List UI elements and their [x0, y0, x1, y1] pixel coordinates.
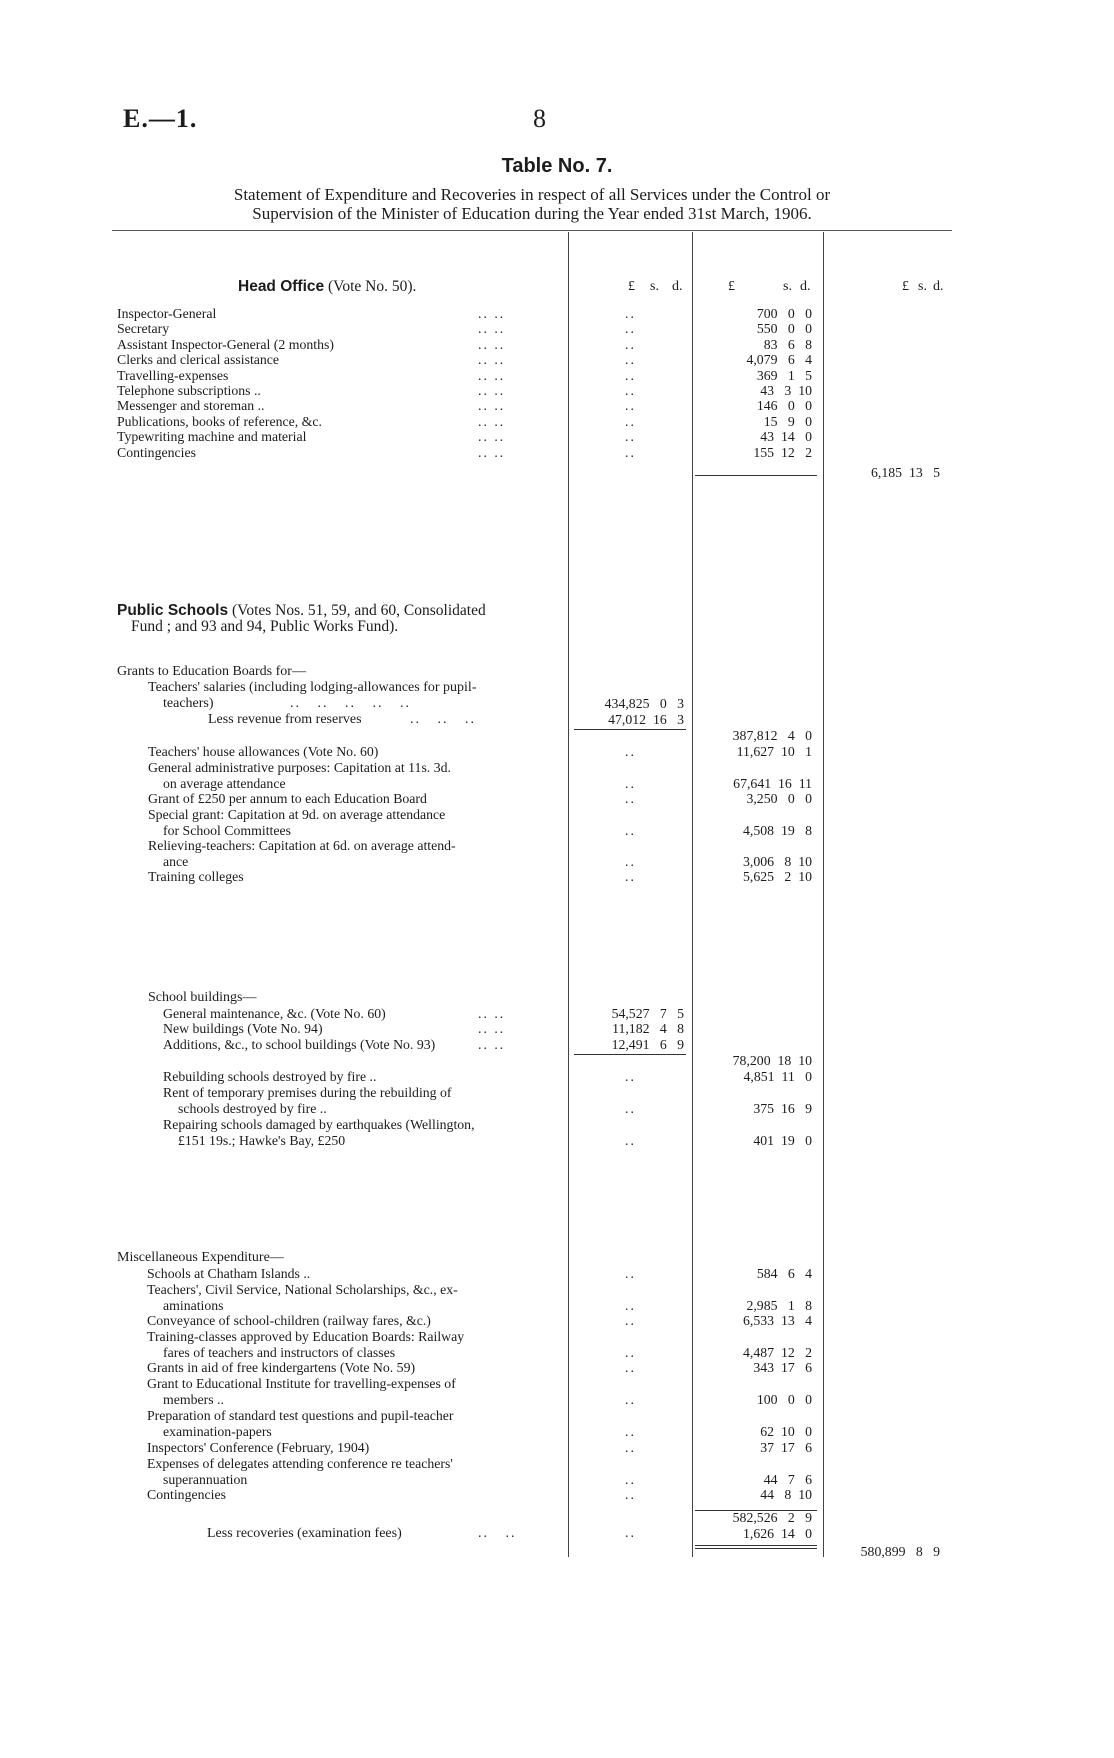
col1-dots: ..	[625, 368, 636, 383]
col1-dots: ..	[625, 1487, 636, 1502]
building-other-label-cont: schools destroyed by fire ..	[178, 1101, 327, 1116]
col1-dots: ..	[625, 1392, 636, 1407]
less-recoveries-label: Less recoveries (examination fees)	[207, 1526, 402, 1541]
building-other-label-cont: £151 19s.; Hawke's Bay, £250	[178, 1133, 346, 1148]
col1-dots: ..	[625, 1069, 636, 1084]
col3-pence: d.	[933, 279, 944, 294]
misc-row-amount: 584 6 4	[756, 1266, 812, 1281]
building-row-amount: 54,527 7 5	[611, 1006, 684, 1021]
col2-pound: £	[728, 279, 735, 294]
head-office-row-label: Contingencies	[117, 445, 196, 460]
salaries-dots: .. .. .. .. ..	[290, 696, 411, 711]
less-reserves-amount: 47,012 16 3	[608, 712, 684, 727]
col1-dots: ..	[625, 1440, 636, 1455]
col1-dots: ..	[625, 429, 636, 444]
less-reserves-label: Less revenue from reserves	[208, 712, 362, 727]
col1-dots: ..	[625, 869, 636, 884]
head-office-row-dots: .. ..	[478, 352, 506, 367]
grant-row-label: Teachers' house allowances (Vote No. 60)	[148, 744, 379, 759]
col2-shillings: s.	[783, 279, 792, 294]
misc-row-label: Conveyance of school-children (railway fares, &c.)	[147, 1313, 431, 1328]
head-office-row-dots: .. ..	[478, 429, 506, 444]
head-office-row-dots: .. ..	[478, 398, 506, 413]
statement-line-1: Statement of Expenditure and Recoveries in respect of all Services under the Control or	[233, 185, 831, 204]
head-office-row-label: Assistant Inspector-General (2 months)	[117, 337, 334, 352]
column-rule-1	[568, 232, 569, 1557]
head-office-row-amount: 83 6 8	[763, 337, 812, 352]
building-row-amount: 11,182 4 8	[612, 1021, 684, 1036]
col1-dots: ..	[625, 791, 636, 806]
grant-row-amount: 3,250 0 0	[746, 791, 812, 806]
misc-row-label: Grants in aid of free kindergartens (Vote No. 59)	[147, 1360, 416, 1375]
salaries-line-2: teachers)	[163, 696, 214, 711]
building-other-amount: 401 19 0	[753, 1133, 812, 1148]
col1-dots: ..	[625, 1472, 636, 1487]
misc-row-label: Contingencies	[147, 1487, 226, 1502]
public-schools-votes-1: (Votes Nos. 51, 59, and 60, Consolidated	[231, 602, 486, 619]
misc-row-amount: 100 0 0	[756, 1392, 812, 1407]
column-rule-3	[823, 232, 824, 1557]
grant-row-amount: 11,627 10 1	[736, 744, 812, 759]
building-other-label: Repairing schools damaged by earthquakes (Wellington,	[163, 1117, 475, 1132]
col1-dots: ..	[625, 398, 636, 413]
misc-row-label: Training-classes approved by Education Boards: Railway	[147, 1329, 465, 1344]
col1-dots: ..	[625, 744, 636, 759]
head-office-row-amount: 146 0 0	[756, 398, 812, 413]
head-office-row-amount: 15 9 0	[763, 414, 812, 429]
col1-dots: ..	[625, 445, 636, 460]
grant-row-label: Grant of £250 per annum to each Education Board	[148, 791, 427, 806]
misc-heading: Miscellaneous Expenditure—	[117, 1250, 284, 1265]
table-title: Table No. 7.	[501, 155, 613, 177]
building-row-label: Additions, &c., to school buildings (Vote No. 93)	[163, 1037, 436, 1052]
col1-dots: ..	[625, 337, 636, 352]
head-office-row-amount: 43 3 10	[760, 383, 812, 398]
public-schools-votes-2: Fund ; and 93 and 94, Public Works Fund).	[131, 618, 399, 635]
col1-dots: ..	[625, 1101, 636, 1116]
head-office-row-amount: 43 14 0	[760, 429, 812, 444]
col1-dots: ..	[625, 414, 636, 429]
misc-row-amount: 2,985 1 8	[746, 1298, 812, 1313]
grants-heading: Grants to Education Boards for—	[117, 664, 306, 679]
building-row-amount: 12,491 6 9	[611, 1037, 684, 1052]
head-office-row-amount: 155 12 2	[753, 445, 812, 460]
less-recoveries-dots: .. ..	[478, 1526, 517, 1541]
building-row-dots: .. ..	[478, 1037, 506, 1052]
col1-dots: ..	[625, 321, 636, 336]
col1-dots: ..	[625, 352, 636, 367]
building-other-amount: 4,851 11 0	[743, 1069, 812, 1084]
salaries-net: 387,812 4 0	[732, 728, 812, 743]
grant-row-amount: 3,006 8 10	[743, 854, 812, 869]
head-office-row-dots: .. ..	[478, 383, 506, 398]
col1-dots: ..	[625, 306, 636, 321]
grant-row-label: Training colleges	[148, 869, 244, 884]
grant-row-amount: 67,641 16 11	[733, 776, 812, 791]
less-reserves-dots: .. .. ..	[410, 712, 476, 727]
misc-row-label: Preparation of standard test questions and pupil-teacher	[147, 1408, 454, 1423]
col1-pence: d.	[672, 279, 683, 294]
building-other-label: Rent of temporary premises during the rebuilding of	[163, 1085, 452, 1100]
misc-row-label-cont: fares of teachers and instructors of classes	[163, 1345, 396, 1360]
public-schools-heading	[117, 603, 562, 619]
col1-dots: ..	[625, 1313, 636, 1328]
final-double-rule	[695, 1545, 817, 1549]
head-office-row-label: Travelling-expenses	[117, 368, 229, 383]
building-row-label: General maintenance, &c. (Vote No. 60)	[163, 1006, 386, 1021]
misc-row-label: Inspectors' Conference (February, 1904)	[147, 1440, 370, 1455]
building-other-amount: 375 16 9	[753, 1101, 812, 1116]
col3-shillings: s.	[918, 279, 927, 294]
col1-dots: ..	[625, 1360, 636, 1375]
top-rule	[112, 230, 952, 231]
misc-row-label-cont: members ..	[163, 1392, 224, 1407]
page-number: 8	[533, 104, 546, 133]
col1-pound: £	[628, 279, 635, 294]
misc-row-amount: 343 17 6	[753, 1360, 812, 1375]
grant-row-label-cont: for School Committees	[163, 823, 291, 838]
buildings-total: 78,200 18 10	[732, 1053, 812, 1068]
head-office-vote: (Vote No. 50).	[328, 278, 417, 295]
head-office-row-label: Messenger and storeman ..	[117, 398, 265, 413]
grant-row-label-cont: on average attendance	[163, 776, 286, 791]
head-office-row-label: Publications, books of reference, &c.	[117, 414, 322, 429]
head-office-heading	[238, 279, 538, 295]
salaries-amount: 434,825 0 3	[604, 696, 684, 711]
col3-pound: £	[902, 279, 909, 294]
salaries-line-1: Teachers' salaries (including lodging-allowances for pupil-	[148, 680, 477, 695]
misc-row-label-cont: examination-papers	[163, 1424, 272, 1439]
report-code: E.—1.	[123, 104, 198, 133]
less-recoveries-col1-dots: ..	[625, 1526, 636, 1541]
head-office-total: 6,185 13 5	[871, 465, 940, 480]
head-office-row-amount: 700 0 0	[756, 306, 812, 321]
grant-row-label-cont: ance	[163, 854, 189, 869]
grant-row-label: Relieving-teachers: Capitation at 6d. on average attend-	[148, 838, 456, 853]
misc-row-label: Grant to Educational Institute for travelling-expenses of	[147, 1376, 456, 1391]
head-office-row-dots: .. ..	[478, 321, 506, 336]
misc-row-label-cont: aminations	[163, 1298, 224, 1313]
misc-row-label-cont: superannuation	[163, 1472, 248, 1487]
public-schools-title: Public Schools	[117, 602, 229, 619]
misc-row-amount: 44 7 6	[763, 1472, 812, 1487]
statement-line-2: Supervision of the Minister of Education during the Year ended 31st March, 1906.	[252, 204, 812, 223]
buildings-rule	[574, 1054, 686, 1055]
col1-dots: ..	[625, 383, 636, 398]
grant-row-label: Special grant: Capitation at 9d. on average attendance	[148, 807, 446, 822]
head-office-row-label: Inspector-General	[117, 306, 217, 321]
building-row-dots: .. ..	[478, 1021, 506, 1036]
head-office-row-dots: .. ..	[478, 306, 506, 321]
grant-row-amount: 4,508 19 8	[743, 823, 812, 838]
col1-dots: ..	[625, 823, 636, 838]
building-row-dots: .. ..	[478, 1006, 506, 1021]
misc-row-label: Schools at Chatham Islands ..	[147, 1266, 311, 1281]
col1-dots: ..	[625, 1345, 636, 1360]
head-office-row-dots: .. ..	[478, 368, 506, 383]
building-row-label: New buildings (Vote No. 94)	[163, 1021, 323, 1036]
head-office-title: Head Office	[238, 278, 325, 295]
public-schools-total: 580,899 8 9	[860, 1544, 940, 1559]
subtotal: 582,526 2 9	[732, 1510, 812, 1525]
head-office-row-amount: 4,079 6 4	[746, 352, 812, 367]
head-office-row-label: Typewriting machine and material	[117, 429, 307, 444]
head-office-row-amount: 369 1 5	[756, 368, 812, 383]
col2-pence: d.	[800, 279, 811, 294]
misc-row-amount: 44 8 10	[760, 1487, 812, 1502]
misc-row-amount: 62 10 0	[760, 1424, 812, 1439]
col1-dots: ..	[625, 854, 636, 869]
col1-shillings: s.	[650, 279, 659, 294]
grant-row-amount: 5,625 2 10	[743, 869, 812, 884]
col1-dots: ..	[625, 1424, 636, 1439]
col1-dots: ..	[625, 1298, 636, 1313]
misc-row-amount: 37 17 6	[760, 1440, 812, 1455]
column-rule-2	[692, 232, 693, 1557]
misc-row-amount: 4,487 12 2	[743, 1345, 812, 1360]
head-office-row-label: Secretary	[117, 321, 170, 336]
head-office-row-dots: .. ..	[478, 445, 506, 460]
head-office-subtotal-rule	[695, 475, 817, 476]
head-office-row-label: Telephone subscriptions ..	[117, 383, 261, 398]
head-office-row-dots: .. ..	[478, 414, 506, 429]
building-other-label: Rebuilding schools destroyed by fire ..	[163, 1069, 377, 1084]
buildings-heading: School buildings—	[148, 990, 257, 1005]
salaries-rule	[574, 729, 686, 730]
statement-heading	[112, 185, 952, 223]
recoveries-amount: 1,626 14 0	[743, 1526, 812, 1541]
misc-row-amount: 6,533 13 4	[743, 1313, 812, 1328]
misc-row-label: Expenses of delegates attending conference re teachers'	[147, 1456, 453, 1471]
col1-dots: ..	[625, 776, 636, 791]
head-office-row-dots: .. ..	[478, 337, 506, 352]
col1-dots: ..	[625, 1266, 636, 1281]
head-office-row-label: Clerks and clerical assistance	[117, 352, 280, 367]
head-office-row-amount: 550 0 0	[756, 321, 812, 336]
grant-row-label: General administrative purposes: Capitation at 11s. 3d.	[148, 760, 451, 775]
col1-dots: ..	[625, 1133, 636, 1148]
misc-row-label: Teachers', Civil Service, National Scholarships, &c., ex-	[147, 1282, 458, 1297]
